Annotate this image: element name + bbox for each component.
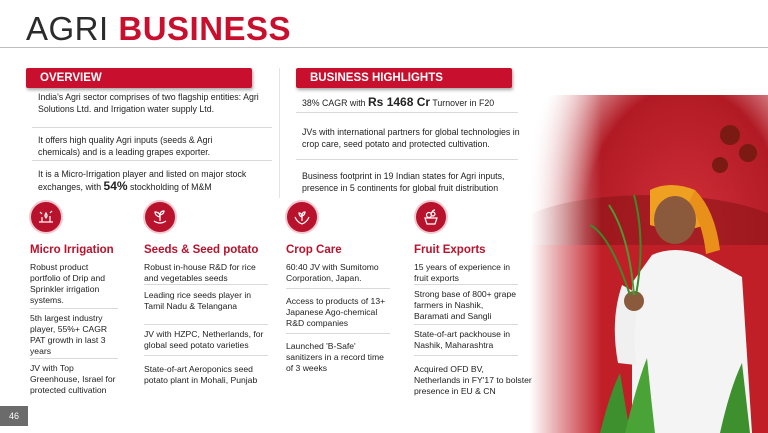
micro-irrigation-item-3: JV with Top Greenhouse, Israel for protected cultivation — [30, 363, 116, 395]
micro-irrigation-divider-2 — [30, 358, 118, 359]
farmer-illustration — [530, 95, 768, 433]
overview-item-2: It offers high quality Agri inputs (seeds & Agri chemicals) and is a leading grapes exporter. — [38, 135, 213, 157]
highlights-item-1 — [302, 96, 532, 109]
seeds-item-1: Robust in-house R&D for rice and vegetables seeds — [144, 262, 256, 283]
fruit-basket-icon — [414, 200, 448, 234]
title-divider — [0, 47, 768, 48]
highlights-item-2: JVs with international partners for global technologies in crop care, seed potato and protected cultivation. — [302, 127, 520, 149]
highlights-item-1-post: Turnover in F20 — [432, 98, 495, 108]
page-number: 46 — [0, 406, 28, 426]
fruit-exports-item-1: 15 years of experience in fruit exports — [414, 262, 511, 283]
overview-divider-2 — [32, 160, 272, 161]
overview-item-1: India's Agri sector comprises of two flagship entities: Agri Solutions Ltd. and Irrigation water supply Ltd. — [38, 92, 259, 114]
crop-care-divider-2 — [286, 333, 390, 334]
fruit-exports-item-2: Strong base of 800+ grape farmers in Nashik, Baramati and Sangli — [414, 289, 517, 321]
drip-irrigation-icon — [29, 200, 63, 234]
crop-care-item-3: Launched 'B-Safe' sanitizers in a record time of 3 weeks — [286, 341, 384, 373]
overview-heading: OVERVIEW — [26, 68, 252, 88]
micro-irrigation-item-1: Robust product portfolio of Drip and Sprinkler irrigation systems. — [30, 262, 105, 305]
page-title — [26, 12, 291, 45]
fruit-exports-title: Fruit Exports — [414, 244, 486, 256]
crop-care-item-2: Access to products of 13+ Japanese Ago-chemical R&D companies — [286, 296, 386, 328]
overview-item-3-pre: It is a Micro-Irrigation player and listed on major stock exchanges, with — [38, 169, 247, 192]
overview-divider-1 — [32, 127, 272, 128]
highlights-item-3: Business footprint in 19 Indian states for Agri inputs, presence in 5 continents for global fruit distribution — [302, 171, 505, 193]
micro-irrigation-title: Micro Irrigation — [30, 244, 114, 256]
highlights-divider-2 — [296, 159, 518, 160]
highlights-item-1-big: Rs 1468 Cr — [368, 95, 431, 109]
title-part-agri: AGRI — [26, 10, 109, 47]
seeds-title: Seeds & Seed potato — [144, 244, 259, 256]
hands-plant-icon — [285, 200, 319, 234]
seeds-item-2: Leading rice seeds player in Tamil Nadu & Telangana — [144, 290, 252, 311]
crop-care-title: Crop Care — [286, 244, 342, 256]
fruit-exports-item-3: State-of-art packhouse in Nashik, Maharashtra — [414, 329, 511, 350]
overview-item-3 — [38, 168, 268, 193]
fruit-exports-divider-1 — [414, 284, 518, 285]
fruit-exports-divider-2 — [414, 324, 518, 325]
overview-item-3-big: 54% — [103, 179, 128, 193]
seeds-item-3: JV with HZPC, Netherlands, for global seed potato varieties — [144, 329, 264, 350]
crop-care-divider-1 — [286, 288, 390, 289]
seeds-divider-3 — [144, 355, 268, 356]
seeds-divider-2 — [144, 324, 268, 325]
highlights-divider-1 — [296, 112, 518, 113]
overview-item-3-post: stockholding of M&M — [130, 182, 212, 192]
micro-irrigation-item-2: 5th largest industry player, 55%+ CAGR PAT growth in last 3 years — [30, 313, 108, 356]
seed-icon — [143, 200, 177, 234]
seeds-item-4: State-of-art Aeroponics seed potato plant in Mohali, Punjab — [144, 364, 258, 385]
fruit-exports-divider-3 — [414, 355, 518, 356]
section-divider — [279, 68, 280, 198]
crop-care-item-1: 60:40 JV with Sumitomo Corporation, Japan. — [286, 262, 379, 283]
farmer-photo — [530, 95, 768, 433]
seeds-divider-1 — [144, 284, 268, 285]
title-part-business: BUSINESS — [118, 10, 292, 47]
fruit-exports-item-4: Acquired OFD BV, Netherlands in FY'17 to bolster presence in EU & CN — [414, 364, 532, 396]
micro-irrigation-divider-1 — [30, 308, 118, 309]
highlights-heading: BUSINESS HIGHLIGHTS — [296, 68, 512, 88]
highlights-item-1-pre: 38% CAGR with — [302, 98, 366, 108]
